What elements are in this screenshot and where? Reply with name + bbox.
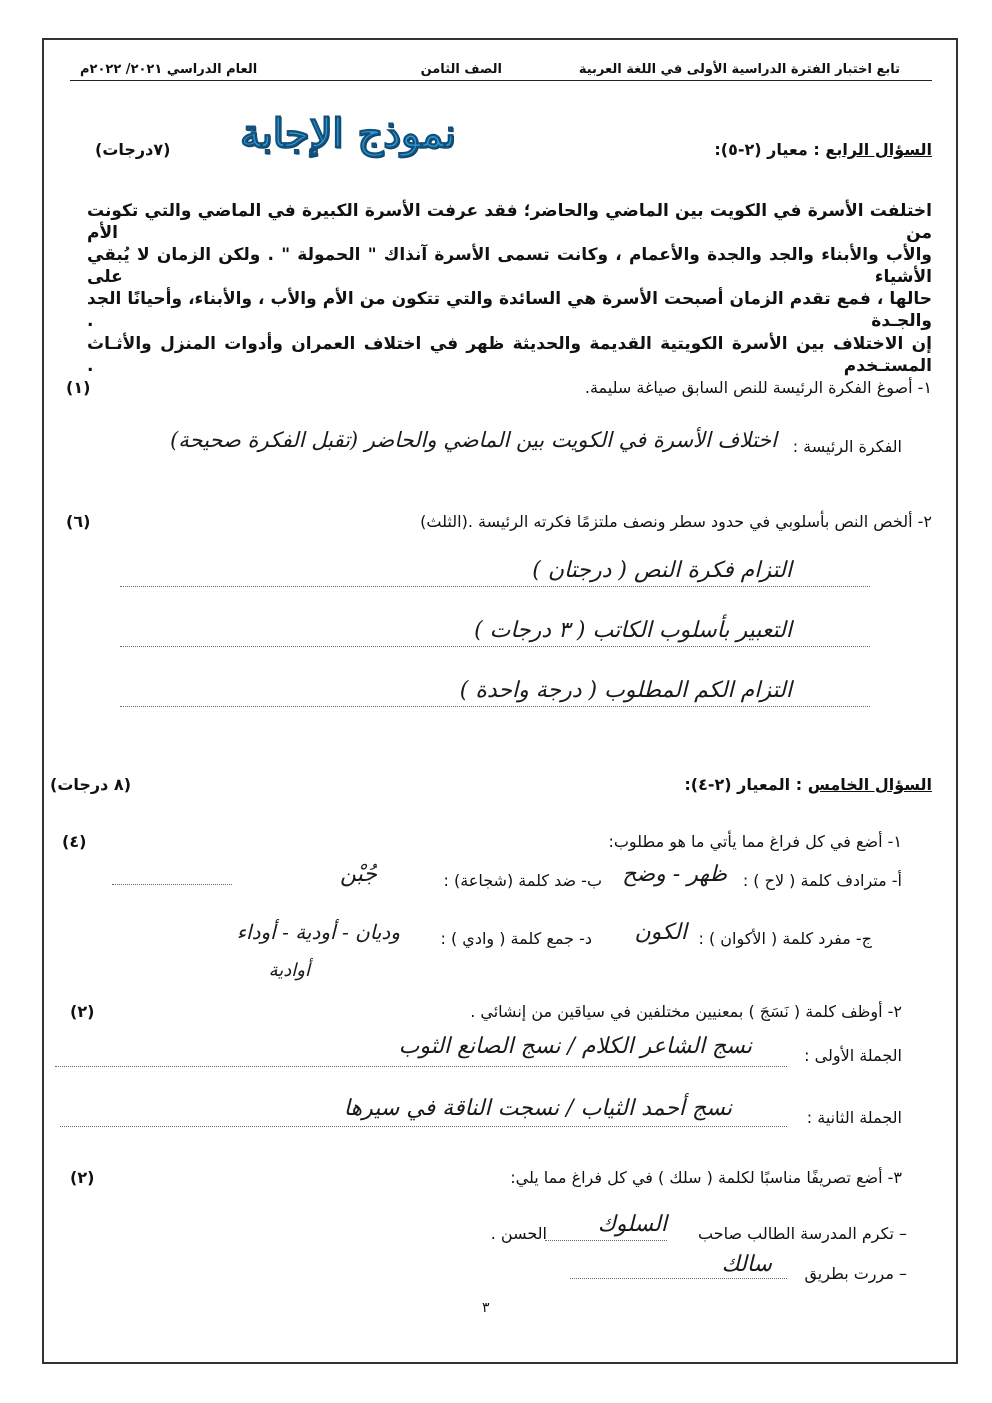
first-sentence-line <box>55 1066 787 1067</box>
q5-item2-mark: (٢) <box>70 1002 95 1021</box>
q5-item2-text: ٢- أوظف كلمة ( نَسَجَ ) بمعنيين مختلفين في سياقين من إنشائي . <box>470 1002 902 1021</box>
summary-line-1 <box>120 586 870 587</box>
q5-total: (٨ درجات) <box>50 775 131 794</box>
synonym-label: أ- مترادف كلمة ( لاح ) : <box>742 871 902 890</box>
summary-line-3 <box>120 706 870 707</box>
q5-item3-text: ٣- أضع تصريفًا مناسبًا لكلمة ( سلك ) في كل فراغ مما يلي: <box>510 1168 902 1187</box>
sentence2-blank <box>570 1278 787 1279</box>
rubric-answer-1: التزام فكرة النص ( درجتان ) <box>532 558 792 583</box>
synonym-answer: ظهر - وضح <box>622 862 727 887</box>
second-sentence-line <box>60 1126 787 1127</box>
q5-title-label: السؤال الخامس <box>807 775 932 794</box>
q5-item3-mark: (٢) <box>70 1168 95 1187</box>
q4-item2-mark: (٦) <box>66 512 91 531</box>
q4-item2-text: ٢- ألخص النص بأسلوبي في حدود سطر ونصف ملتزمًا فكرته الرئيسة .(الثلث) <box>420 512 932 531</box>
passage-line-2: والأب والأبناء والجد والجدة والأعمام ، وكانت تسمى الأسرة آنذاك " الحمولة " . ولكن الزمان لا يُبقي الأشياء على <box>87 245 932 287</box>
main-idea-label: الفكرة الرئيسة : <box>792 437 902 456</box>
sentence2-prefix: – مررت بطريق <box>804 1264 907 1283</box>
antonym-label: ب- ضد كلمة (شجاعة) : <box>443 871 602 890</box>
singular-label: ج- مفرد كلمة ( الأكوان ) : <box>698 929 872 948</box>
sentence2-answer: سالك <box>721 1252 772 1277</box>
antonym-answer: جُبْن <box>340 862 377 887</box>
rubric-answer-2: التعبير بأسلوب الكاتب ( ٣ درجات ) <box>474 618 792 643</box>
second-sentence-label: الجملة الثانية : <box>806 1108 902 1127</box>
main-idea-answer: اختلاف الأسرة في الكويت بين الماضي والحاضر (تقبل الفكرة صحيحة) <box>170 428 777 452</box>
summary-line-2 <box>120 646 870 647</box>
first-sentence-answer: نسج الشاعر الكلام / نسج الصانع الثوب <box>398 1034 752 1059</box>
answer-key-stamp: نموذج الإجابة <box>240 110 456 157</box>
first-sentence-label: الجملة الأولى : <box>804 1046 902 1065</box>
sentence1-prefix: – تكرم المدرسة الطالب صاحب <box>697 1224 907 1243</box>
header-divider <box>70 80 932 81</box>
sentence1-answer: السلوك <box>597 1212 667 1237</box>
q4-item1-text: ١- أصوغ الفكرة الرئيسة للنص السابق صياغة سليمة. <box>584 378 932 397</box>
antonym-blank <box>112 884 232 885</box>
q5-criterion: : المعيار (٢-٤): <box>684 775 803 794</box>
passage-line-1: اختلفت الأسرة في الكويت بين الماضي والحاضر؛ فقد عرفت الأسرة الكبيرة في الماضي والتي تكونت من الأم <box>87 201 932 243</box>
singular-answer: الكون <box>634 920 687 945</box>
plural-answer-alt: أوادية <box>268 960 310 981</box>
q4-total: (٧درجات) <box>95 140 171 159</box>
plural-label: د- جمع كلمة ( وادي ) : <box>440 929 592 948</box>
page-number: ٣ <box>482 1300 490 1316</box>
sentence1-blank <box>545 1240 667 1241</box>
q4-item1-mark: (١) <box>66 378 91 397</box>
q5-title <box>684 775 932 794</box>
q5-item1-mark: (٤) <box>62 832 87 851</box>
passage-line-3: حالها ، فمع تقدم الزمان أصبحت الأسرة هي السائدة والتي تتكون من الأم والأب ، والأبناء، وأحيانًا الجد والجـدة . <box>87 289 932 331</box>
exam-title: تابع اختبار الفترة الدراسية الأولى في اللغة العربية <box>578 62 900 77</box>
second-sentence-answer: نسج أحمد الثياب / نسجت الناقة في سيرها <box>343 1096 732 1121</box>
passage-line-4: إن الاختلاف بين الأسرة الكويتية القديمة والحديثة ظهر في اختلاف العمران وأدوات المنزل والأثـاث المستـخدم . <box>87 334 932 376</box>
grade-label: الصف الثامن <box>420 62 502 77</box>
q4-criterion: : معيار (٢-٥): <box>714 140 820 159</box>
q4-title-label: السؤال الرابع <box>825 140 932 159</box>
school-year: العام الدراسي ٢٠٢١/ ٢٠٢٢م <box>80 62 258 77</box>
rubric-answer-3: التزام الكم المطلوب ( درجة واحدة ) <box>459 678 792 703</box>
q4-title <box>714 140 932 159</box>
plural-answer: وديان - أودية - أوداء <box>236 920 400 944</box>
q5-item1-text: ١- أضع في كل فراغ مما يأتي ما هو مطلوب: <box>608 832 902 851</box>
sentence1-suffix: الحسن . <box>490 1224 547 1243</box>
